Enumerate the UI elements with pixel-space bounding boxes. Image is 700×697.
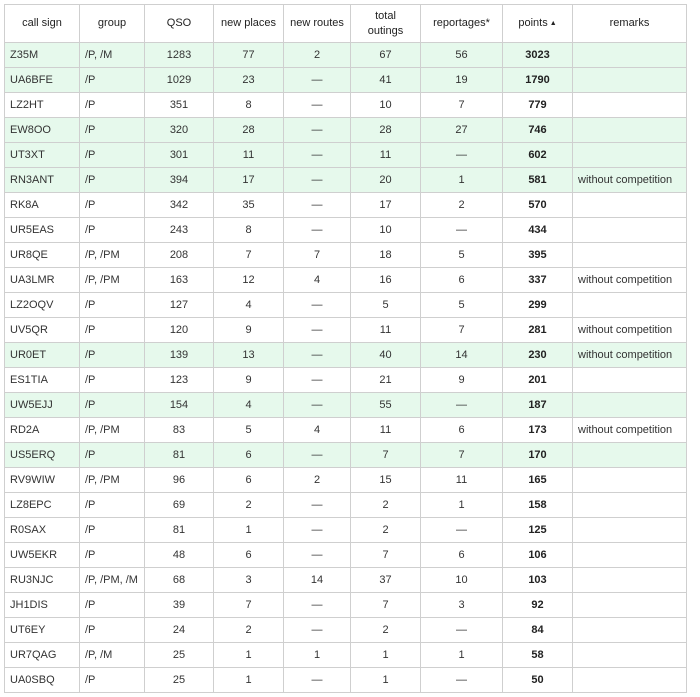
table-row [5, 643, 687, 668]
cell-new-routes: — [284, 443, 351, 468]
cell-group: /P [80, 68, 145, 93]
cell-total-outings: 10 [351, 218, 421, 243]
cell-points: 395 [503, 243, 573, 268]
cell-new-places: 2 [214, 618, 284, 643]
cell-points: 50 [503, 668, 573, 693]
col-new-places[interactable]: new places [214, 5, 284, 43]
cell-qso: 154 [145, 393, 214, 418]
cell-qso: 127 [145, 293, 214, 318]
cell-new-routes: — [284, 143, 351, 168]
cell-group: /P, /M [80, 43, 145, 68]
cell-call-sign: UT3XT [5, 143, 80, 168]
cell-qso: 243 [145, 218, 214, 243]
cell-points: 187 [503, 393, 573, 418]
cell-new-places: 5 [214, 418, 284, 443]
cell-reportages: 9 [421, 368, 503, 393]
cell-group: /P, /PM [80, 268, 145, 293]
cell-qso: 394 [145, 168, 214, 193]
cell-group: /P [80, 493, 145, 518]
cell-new-places: 17 [214, 168, 284, 193]
cell-total-outings: 11 [351, 143, 421, 168]
cell-new-routes: — [284, 293, 351, 318]
cell-new-places: 4 [214, 293, 284, 318]
cell-total-outings: 28 [351, 118, 421, 143]
cell-remarks [573, 193, 687, 218]
cell-points: 201 [503, 368, 573, 393]
cell-group: /P [80, 368, 145, 393]
table-row [5, 518, 687, 543]
table-row [5, 93, 687, 118]
cell-points: 299 [503, 293, 573, 318]
cell-remarks [573, 618, 687, 643]
cell-points: 3023 [503, 43, 573, 68]
cell-call-sign: Z35M [5, 43, 80, 68]
cell-points: 281 [503, 318, 573, 343]
col-total-outings[interactable]: total outings [351, 5, 421, 43]
table-row [5, 193, 687, 218]
cell-reportages: 5 [421, 243, 503, 268]
col-qso[interactable]: QSO [145, 5, 214, 43]
cell-remarks [573, 293, 687, 318]
table-row [5, 468, 687, 493]
table-body [5, 43, 687, 693]
cell-call-sign: UT6EY [5, 618, 80, 643]
cell-total-outings: 20 [351, 168, 421, 193]
table-row [5, 293, 687, 318]
cell-total-outings: 11 [351, 318, 421, 343]
cell-total-outings: 7 [351, 543, 421, 568]
cell-remarks [573, 593, 687, 618]
cell-total-outings: 18 [351, 243, 421, 268]
table-row [5, 343, 687, 368]
cell-call-sign: LZ2OQV [5, 293, 80, 318]
cell-total-outings: 1 [351, 668, 421, 693]
cell-qso: 48 [145, 543, 214, 568]
table-row [5, 493, 687, 518]
cell-call-sign: UR8QE [5, 243, 80, 268]
cell-call-sign: ES1TIA [5, 368, 80, 393]
cell-remarks [573, 468, 687, 493]
cell-new-places: 9 [214, 318, 284, 343]
cell-new-places: 4 [214, 393, 284, 418]
cell-new-routes: — [284, 668, 351, 693]
cell-group: /P, /PM, /M [80, 568, 145, 593]
table-row [5, 43, 687, 68]
cell-total-outings: 11 [351, 418, 421, 443]
cell-call-sign: LZ8EPC [5, 493, 80, 518]
cell-call-sign: UA6BFE [5, 68, 80, 93]
cell-group: /P [80, 293, 145, 318]
cell-total-outings: 2 [351, 493, 421, 518]
table-row [5, 393, 687, 418]
cell-qso: 320 [145, 118, 214, 143]
cell-points: 165 [503, 468, 573, 493]
cell-group: /P [80, 318, 145, 343]
cell-points: 106 [503, 543, 573, 568]
cell-total-outings: 16 [351, 268, 421, 293]
cell-new-places: 11 [214, 143, 284, 168]
table-row [5, 418, 687, 443]
cell-new-routes: 7 [284, 243, 351, 268]
cell-points: 103 [503, 568, 573, 593]
cell-reportages: 10 [421, 568, 503, 593]
cell-new-places: 9 [214, 368, 284, 393]
cell-reportages: 1 [421, 493, 503, 518]
cell-call-sign: RV9WIW [5, 468, 80, 493]
cell-total-outings: 67 [351, 43, 421, 68]
col-new-routes[interactable]: new routes [284, 5, 351, 43]
cell-qso: 68 [145, 568, 214, 593]
cell-group: /P [80, 93, 145, 118]
cell-new-places: 6 [214, 443, 284, 468]
cell-qso: 83 [145, 418, 214, 443]
cell-new-routes: 1 [284, 643, 351, 668]
cell-remarks [573, 643, 687, 668]
cell-new-places: 35 [214, 193, 284, 218]
cell-total-outings: 41 [351, 68, 421, 93]
cell-remarks: without competition [573, 268, 687, 293]
cell-call-sign: JH1DIS [5, 593, 80, 618]
cell-call-sign: RK8A [5, 193, 80, 218]
cell-new-routes: — [284, 118, 351, 143]
table-row [5, 443, 687, 468]
cell-new-routes: — [284, 93, 351, 118]
cell-qso: 139 [145, 343, 214, 368]
cell-total-outings: 17 [351, 193, 421, 218]
col-reportages[interactable]: reportages* [421, 5, 503, 43]
table-row [5, 143, 687, 168]
cell-call-sign: RN3ANT [5, 168, 80, 193]
table-row [5, 218, 687, 243]
cell-reportages: 6 [421, 268, 503, 293]
cell-qso: 25 [145, 643, 214, 668]
table-row [5, 368, 687, 393]
cell-reportages: 7 [421, 93, 503, 118]
cell-points: 170 [503, 443, 573, 468]
cell-points: 746 [503, 118, 573, 143]
cell-remarks: without competition [573, 418, 687, 443]
cell-reportages: — [421, 668, 503, 693]
cell-new-places: 23 [214, 68, 284, 93]
cell-total-outings: 7 [351, 593, 421, 618]
cell-new-routes: — [284, 218, 351, 243]
col-call-sign[interactable]: call sign [5, 5, 80, 43]
cell-remarks [573, 568, 687, 593]
cell-remarks [573, 368, 687, 393]
cell-reportages: 3 [421, 593, 503, 618]
cell-new-places: 77 [214, 43, 284, 68]
cell-points: 84 [503, 618, 573, 643]
cell-total-outings: 7 [351, 443, 421, 468]
cell-new-places: 8 [214, 218, 284, 243]
cell-remarks [573, 493, 687, 518]
cell-qso: 39 [145, 593, 214, 618]
table-row [5, 593, 687, 618]
cell-remarks: without competition [573, 318, 687, 343]
cell-reportages: 6 [421, 543, 503, 568]
cell-qso: 25 [145, 668, 214, 693]
cell-new-places: 13 [214, 343, 284, 368]
cell-new-routes: 2 [284, 43, 351, 68]
cell-new-places: 1 [214, 643, 284, 668]
cell-new-places: 3 [214, 568, 284, 593]
cell-group: /P [80, 618, 145, 643]
table-row [5, 543, 687, 568]
cell-group: /P [80, 193, 145, 218]
cell-call-sign: RU3NJC [5, 568, 80, 593]
cell-remarks [573, 243, 687, 268]
table-row [5, 168, 687, 193]
cell-points: 434 [503, 218, 573, 243]
cell-reportages: 5 [421, 293, 503, 318]
cell-remarks [573, 543, 687, 568]
cell-group: /P [80, 593, 145, 618]
cell-qso: 81 [145, 443, 214, 468]
cell-remarks [573, 393, 687, 418]
cell-reportages: — [421, 143, 503, 168]
col-points[interactable]: points ▲ [503, 5, 573, 43]
cell-group: /P [80, 393, 145, 418]
cell-points: 230 [503, 343, 573, 368]
cell-call-sign: RD2A [5, 418, 80, 443]
cell-total-outings: 15 [351, 468, 421, 493]
cell-group: /P [80, 118, 145, 143]
cell-remarks [573, 443, 687, 468]
cell-new-routes: — [284, 318, 351, 343]
cell-qso: 69 [145, 493, 214, 518]
col-group[interactable]: group [80, 5, 145, 43]
cell-reportages: 14 [421, 343, 503, 368]
cell-reportages: 11 [421, 468, 503, 493]
cell-points: 337 [503, 268, 573, 293]
cell-group: /P, /M [80, 643, 145, 668]
cell-new-places: 12 [214, 268, 284, 293]
cell-reportages: — [421, 393, 503, 418]
cell-new-routes: — [284, 593, 351, 618]
cell-remarks [573, 43, 687, 68]
table-row [5, 243, 687, 268]
cell-qso: 351 [145, 93, 214, 118]
cell-new-routes: 4 [284, 268, 351, 293]
cell-points: 125 [503, 518, 573, 543]
table-row [5, 568, 687, 593]
cell-total-outings: 10 [351, 93, 421, 118]
cell-qso: 81 [145, 518, 214, 543]
cell-new-places: 8 [214, 93, 284, 118]
cell-reportages: 27 [421, 118, 503, 143]
cell-qso: 208 [145, 243, 214, 268]
cell-call-sign: UR5EAS [5, 218, 80, 243]
cell-new-places: 6 [214, 543, 284, 568]
cell-new-routes: — [284, 393, 351, 418]
cell-call-sign: UR7QAG [5, 643, 80, 668]
cell-call-sign: UA0SBQ [5, 668, 80, 693]
cell-total-outings: 5 [351, 293, 421, 318]
cell-reportages: 1 [421, 643, 503, 668]
cell-new-routes: — [284, 618, 351, 643]
cell-new-routes: — [284, 343, 351, 368]
cell-call-sign: US5ERQ [5, 443, 80, 468]
cell-new-routes: — [284, 68, 351, 93]
cell-new-places: 28 [214, 118, 284, 143]
cell-total-outings: 40 [351, 343, 421, 368]
cell-group: /P, /PM [80, 243, 145, 268]
cell-qso: 1283 [145, 43, 214, 68]
cell-group: /P [80, 543, 145, 568]
header-row [5, 5, 687, 43]
cell-new-routes: — [284, 368, 351, 393]
cell-reportages: 1 [421, 168, 503, 193]
cell-group: /P [80, 668, 145, 693]
cell-remarks: without competition [573, 343, 687, 368]
cell-remarks [573, 93, 687, 118]
cell-points: 1790 [503, 68, 573, 93]
cell-new-routes: 4 [284, 418, 351, 443]
cell-points: 779 [503, 93, 573, 118]
cell-remarks [573, 68, 687, 93]
cell-reportages: 6 [421, 418, 503, 443]
table-row [5, 668, 687, 693]
cell-points: 173 [503, 418, 573, 443]
cell-new-places: 1 [214, 668, 284, 693]
cell-remarks: without competition [573, 168, 687, 193]
cell-points: 570 [503, 193, 573, 218]
cell-qso: 120 [145, 318, 214, 343]
cell-reportages: 2 [421, 193, 503, 218]
results-table [4, 4, 687, 693]
cell-total-outings: 2 [351, 618, 421, 643]
table-row [5, 318, 687, 343]
cell-new-routes: 2 [284, 468, 351, 493]
cell-remarks [573, 143, 687, 168]
cell-reportages: 56 [421, 43, 503, 68]
table-row [5, 268, 687, 293]
cell-points: 581 [503, 168, 573, 193]
cell-remarks [573, 668, 687, 693]
cell-qso: 123 [145, 368, 214, 393]
cell-points: 92 [503, 593, 573, 618]
cell-new-routes: 14 [284, 568, 351, 593]
cell-reportages: — [421, 518, 503, 543]
cell-group: /P [80, 443, 145, 468]
cell-group: /P [80, 218, 145, 243]
cell-call-sign: EW8OO [5, 118, 80, 143]
cell-new-routes: — [284, 193, 351, 218]
cell-group: /P [80, 518, 145, 543]
cell-group: /P, /PM [80, 468, 145, 493]
cell-new-places: 2 [214, 493, 284, 518]
cell-qso: 301 [145, 143, 214, 168]
cell-reportages: 19 [421, 68, 503, 93]
cell-call-sign: UA3LMR [5, 268, 80, 293]
cell-total-outings: 55 [351, 393, 421, 418]
table-row [5, 618, 687, 643]
cell-points: 58 [503, 643, 573, 668]
cell-new-routes: — [284, 543, 351, 568]
cell-qso: 1029 [145, 68, 214, 93]
cell-call-sign: LZ2HT [5, 93, 80, 118]
cell-reportages: — [421, 618, 503, 643]
cell-points: 158 [503, 493, 573, 518]
cell-group: /P [80, 168, 145, 193]
cell-new-routes: — [284, 168, 351, 193]
sort-ascending-icon: ▲ [549, 20, 557, 27]
cell-remarks [573, 518, 687, 543]
table-row [5, 118, 687, 143]
cell-group: /P [80, 143, 145, 168]
cell-call-sign: UV5QR [5, 318, 80, 343]
cell-new-places: 7 [214, 593, 284, 618]
cell-new-routes: — [284, 518, 351, 543]
cell-total-outings: 2 [351, 518, 421, 543]
cell-call-sign: UW5EJJ [5, 393, 80, 418]
cell-group: /P, /PM [80, 418, 145, 443]
cell-qso: 342 [145, 193, 214, 218]
table-row [5, 68, 687, 93]
cell-group: /P [80, 343, 145, 368]
cell-qso: 96 [145, 468, 214, 493]
cell-total-outings: 1 [351, 643, 421, 668]
cell-new-places: 1 [214, 518, 284, 543]
cell-reportages: 7 [421, 318, 503, 343]
cell-new-routes: — [284, 493, 351, 518]
cell-qso: 163 [145, 268, 214, 293]
col-remarks[interactable]: remarks [573, 5, 687, 43]
cell-total-outings: 37 [351, 568, 421, 593]
cell-reportages: — [421, 218, 503, 243]
cell-call-sign: UR0ET [5, 343, 80, 368]
cell-reportages: 7 [421, 443, 503, 468]
cell-total-outings: 21 [351, 368, 421, 393]
cell-remarks [573, 118, 687, 143]
cell-qso: 24 [145, 618, 214, 643]
cell-new-places: 6 [214, 468, 284, 493]
cell-remarks [573, 218, 687, 243]
cell-new-places: 7 [214, 243, 284, 268]
cell-call-sign: R0SAX [5, 518, 80, 543]
cell-points: 602 [503, 143, 573, 168]
cell-call-sign: UW5EKR [5, 543, 80, 568]
